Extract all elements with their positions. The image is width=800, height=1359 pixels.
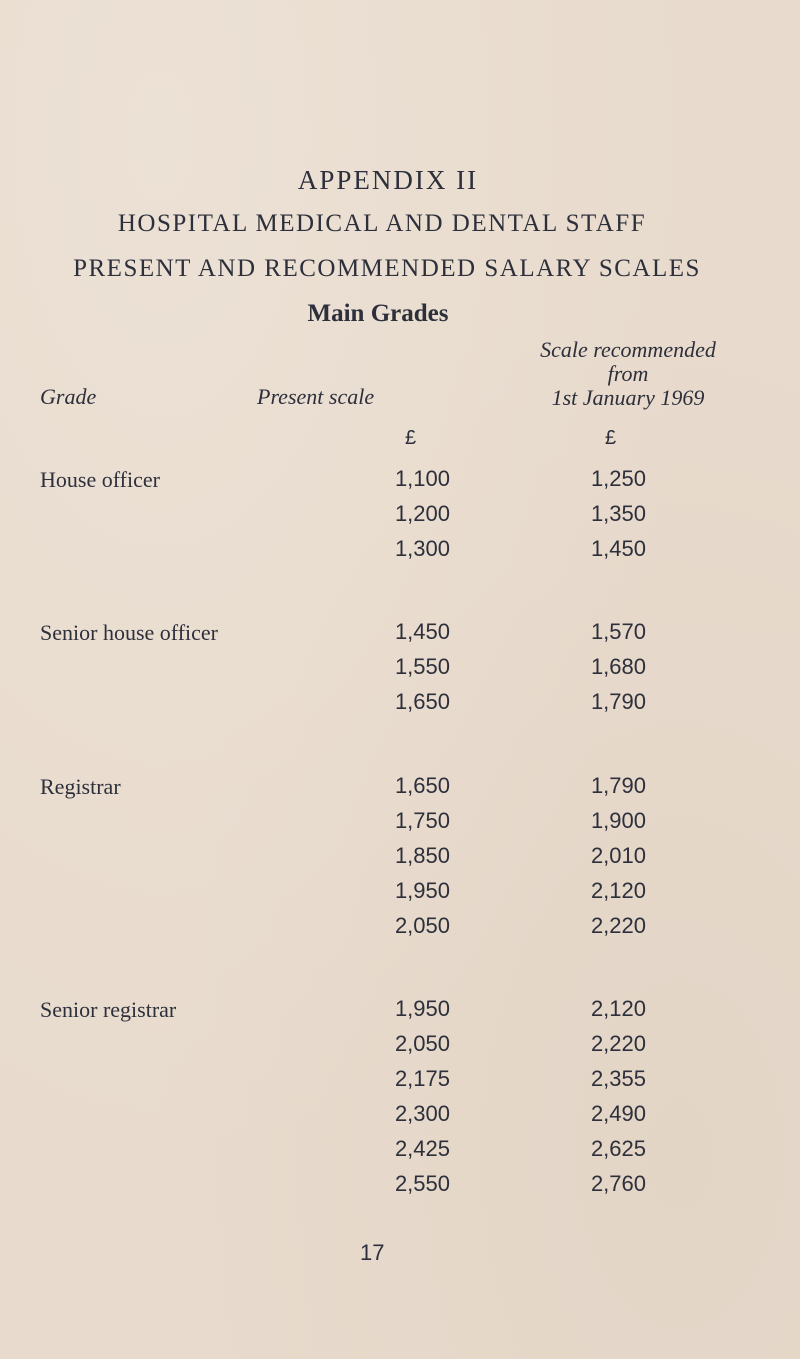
present-scale-value: 1,650: [394, 689, 450, 714]
recommended-scale-values: [568, 467, 646, 572]
recommended-scale-value: 2,220: [590, 913, 646, 938]
present-scale-value: 1,650: [394, 773, 450, 798]
present-scale-value: 1,950: [394, 996, 450, 1021]
present-scale-value: 2,175: [394, 1066, 450, 1091]
column-header-recommended-line-2: from: [607, 361, 649, 386]
grade-label: House officer: [40, 467, 160, 492]
present-scale-values: [372, 620, 450, 725]
recommended-scale-value: 1,900: [590, 808, 646, 833]
recommended-scale-value: 2,120: [590, 878, 646, 903]
present-scale-values: [372, 997, 450, 1207]
grade-label: Senior house officer: [40, 620, 218, 645]
column-header-recommended-scale: [525, 338, 731, 410]
column-header-present-scale: Present scale: [257, 384, 375, 409]
recommended-scale-value: 2,760: [590, 1171, 646, 1196]
title-line-1: HOSPITAL MEDICAL AND DENTAL STAFF: [117, 210, 647, 237]
recommended-scale-value: 2,490: [590, 1101, 646, 1126]
page-number: 17: [360, 1240, 385, 1265]
recommended-scale-values: [568, 997, 646, 1207]
recommended-scale-values: [568, 774, 646, 949]
present-scale-value: 1,450: [394, 619, 450, 644]
recommended-scale-values: [568, 620, 646, 725]
grade-label: Registrar: [40, 774, 121, 799]
column-header-grade: Grade: [40, 384, 97, 409]
title-line-2: PRESENT AND RECOMMENDED SALARY SCALES: [73, 255, 701, 282]
present-scale-value: 1,100: [394, 466, 450, 491]
present-scale-value: 1,550: [394, 654, 450, 679]
present-scale-value: 2,300: [394, 1101, 450, 1126]
recommended-scale-value: 2,120: [590, 996, 646, 1021]
present-scale-value: 1,300: [394, 536, 450, 561]
recommended-scale-value: 1,790: [590, 773, 646, 798]
present-scale-value: 1,200: [394, 501, 450, 526]
present-scale-value: 1,750: [394, 808, 450, 833]
recommended-scale-value: 2,625: [590, 1136, 646, 1161]
section-subtitle: Main Grades: [307, 300, 449, 327]
present-scale-values: [372, 774, 450, 949]
recommended-scale-value: 1,570: [590, 619, 646, 644]
present-scale-value: 2,050: [394, 1031, 450, 1056]
recommended-scale-value: 2,010: [590, 843, 646, 868]
column-header-recommended-line-3: 1st January 1969: [551, 385, 705, 410]
present-scale-value: 2,050: [394, 913, 450, 938]
recommended-scale-value: 2,355: [590, 1066, 646, 1091]
present-scale-value: 2,550: [394, 1171, 450, 1196]
currency-unit-recommended: £: [605, 427, 617, 449]
present-scale-value: 1,950: [394, 878, 450, 903]
recommended-scale-value: 1,680: [590, 654, 646, 679]
recommended-scale-value: 1,250: [590, 466, 646, 491]
present-scale-value: 2,425: [394, 1136, 450, 1161]
recommended-scale-value: 2,220: [590, 1031, 646, 1056]
present-scale-values: [372, 467, 450, 572]
recommended-scale-value: 1,350: [590, 501, 646, 526]
recommended-scale-value: 1,450: [590, 536, 646, 561]
recommended-scale-value: 1,790: [590, 689, 646, 714]
grade-label: Senior registrar: [40, 997, 177, 1022]
present-scale-value: 1,850: [394, 843, 450, 868]
appendix-heading: APPENDIX II: [297, 165, 479, 195]
column-header-recommended-line-1: Scale recommended: [540, 337, 716, 362]
currency-unit-present: £: [405, 427, 417, 449]
